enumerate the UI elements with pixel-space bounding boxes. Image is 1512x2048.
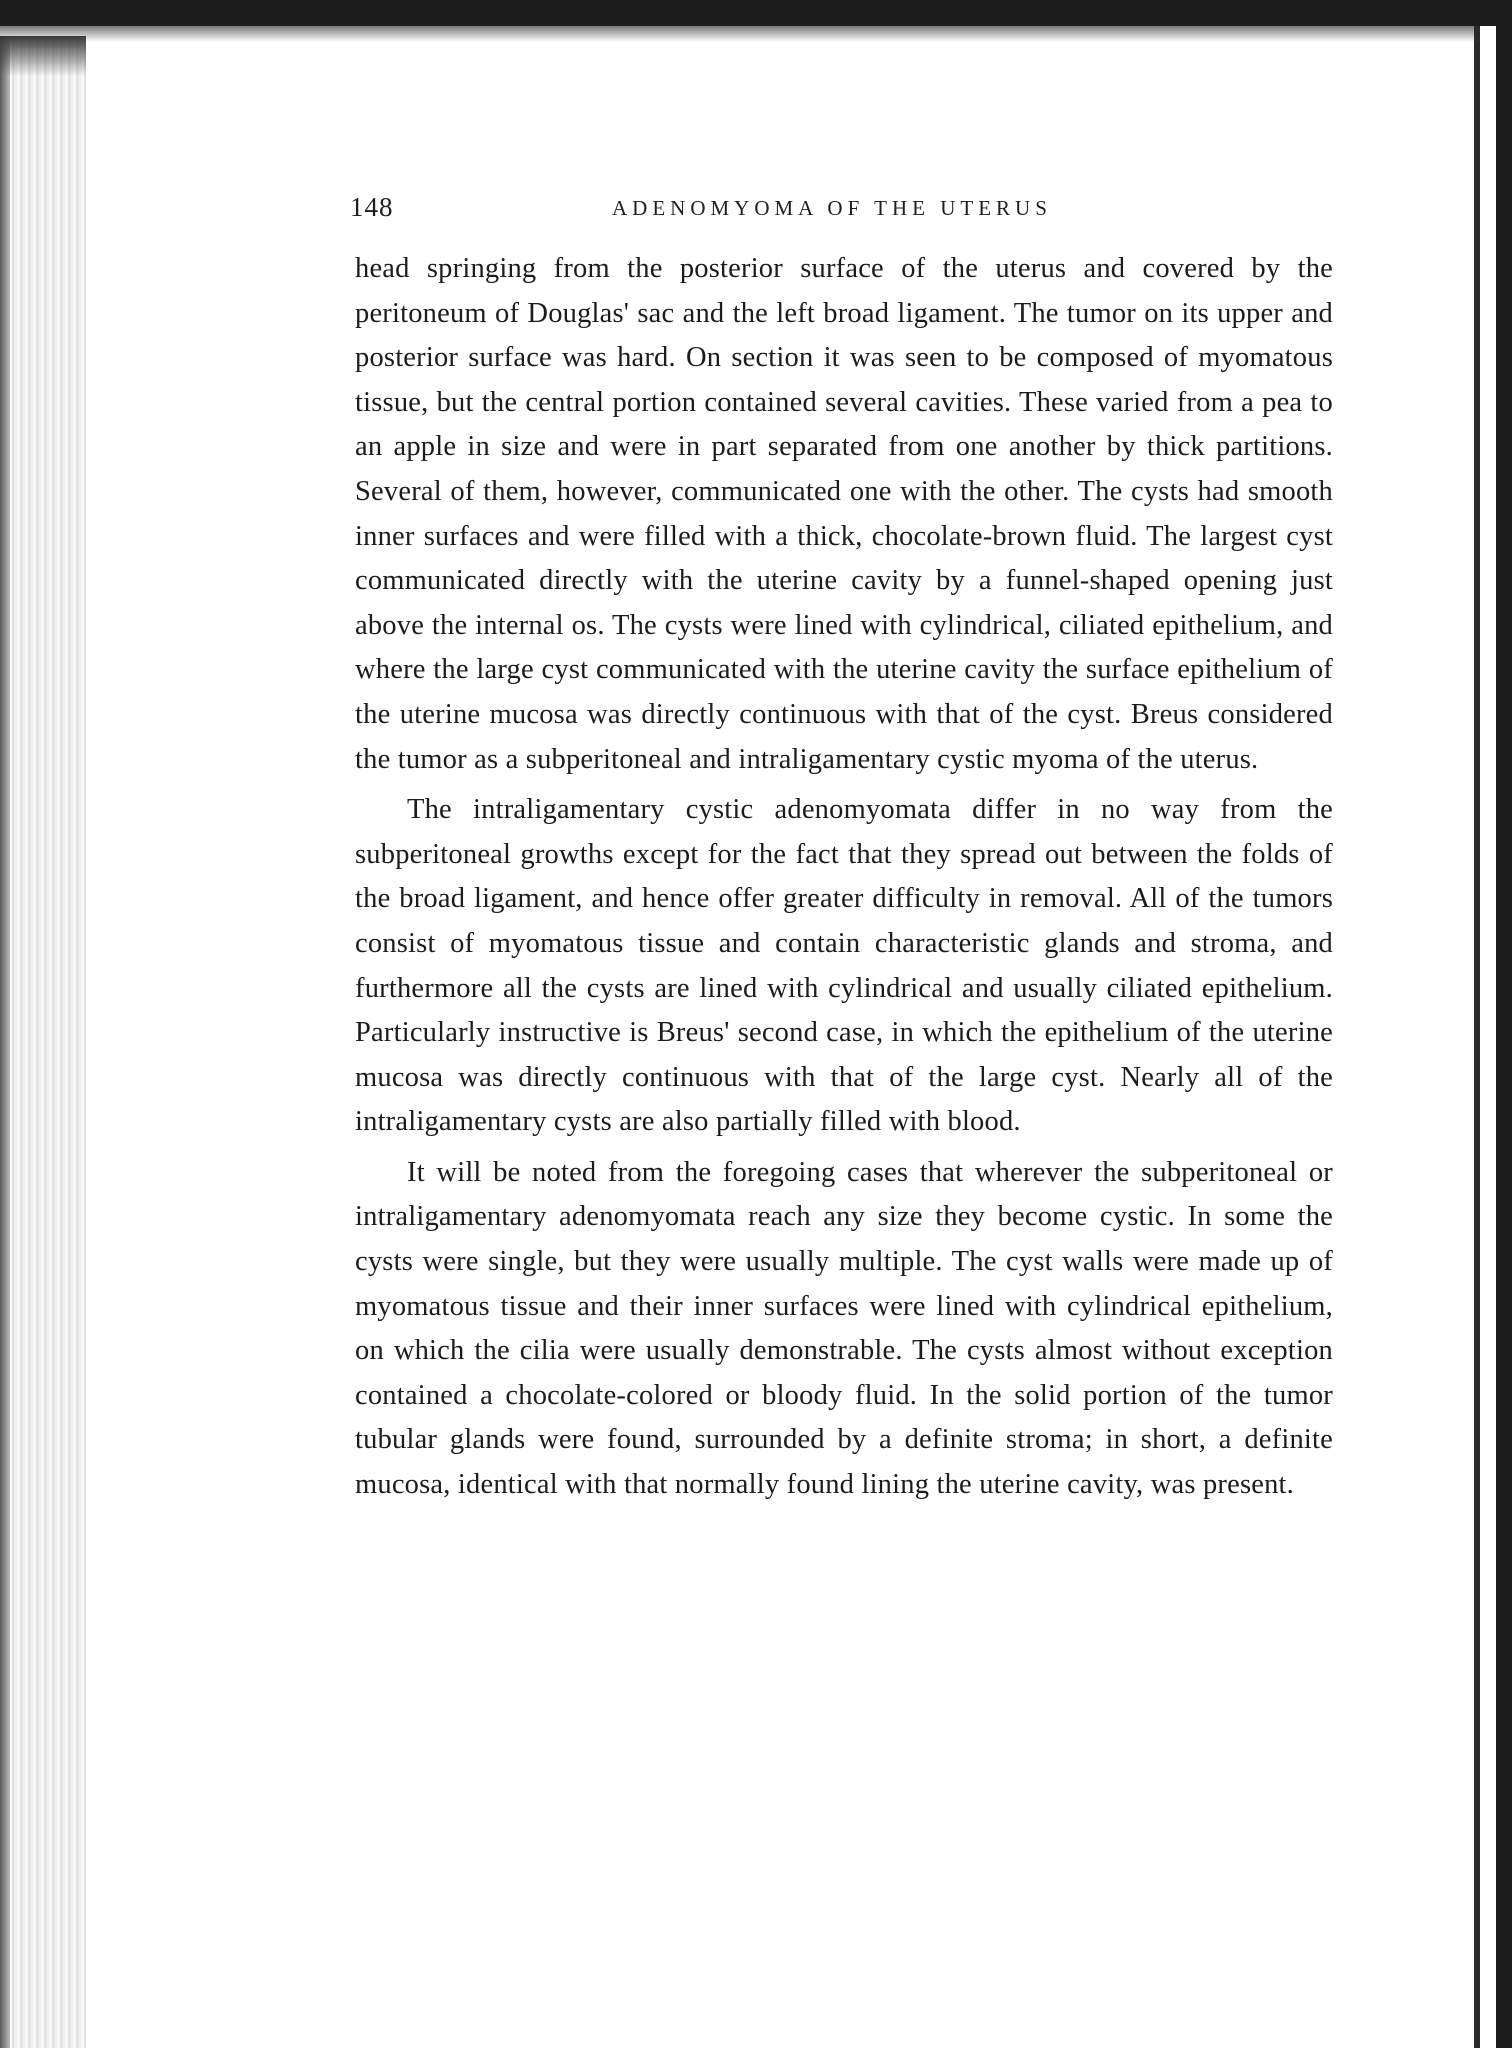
book-corner-shadow <box>0 36 86 76</box>
paragraph-continued: head springing from the posterior surface of the uterus and covered by the peritoneum of Douglas' sac and the left broad ligament. The tumor on its upper and posterior surface was hard. On section it was seen to be composed of myomatous tissue, but the central portion contained several cavities. These varied from a pea to an apple in size and were in part separated from one another by thick partitions. Several of them, however, communicated one with the other. The cysts had smooth inner surfaces and were filled with a thick, chocolate-brown fluid. The largest cyst communicated directly with the uterine cavity by a funnel-shaped opening just above the internal os. The cysts were lined with cylindrical, ciliated epithelium, and where the large cyst communicated with the uterine cavity the surface epithelium of the uterine mucosa was directly continuous with that of the cyst. Breus considered the tumor as a subperitoneal and intraligamentary cystic myoma of the uterus. <box>355 253 1333 775</box>
scanner-top-border <box>0 0 1512 26</box>
scanner-top-shadow <box>0 26 1512 42</box>
running-head: ADENOMYOMA OF THE UTERUS <box>612 196 1052 220</box>
page-number: 148 <box>350 192 394 222</box>
paragraph-summary: It will be noted from the foregoing cases that wherever the subperitoneal or intraligamentary adenomyomata reach any size they become cystic. In some the cysts were single, but they were usually multiple. The cyst walls were made up of myomatous tissue and their inner surfaces were lined with cylindrical epithelium, on which the cilia were usually demonstrable. The cysts almost without exception contained a chocolate-colored or bloody fluid. In the solid portion of the tumor tubular glands were found, surrounded by a definite stroma; in short, a definite mucosa, identical with that normally found lining the uterine cavity, was present. <box>355 1156 1333 1501</box>
paragraph-intraligamentary: The intraligamentary cystic adenomyomata differ in no way from the subperitoneal growths except for the fact that they spread out between the folds of the broad ligament, and hence offer greater difficulty in removal. All of the tumors consist of myomatous tissue and contain characteristic glands and stroma, and furthermore all the cysts are lined with cylindrical and usually ciliated epithelium. Particularly instructive is Breus' second case, in which the epithelium of the uterine mucosa was directly continuous with that of the large cyst. Nearly all of the intraligamentary cysts are also partially filled with blood. <box>355 794 1333 1138</box>
body-text <box>355 247 1333 1508</box>
book-page-edges <box>0 36 86 2048</box>
book-spine-shadow <box>0 36 10 2048</box>
page-header <box>350 192 1350 232</box>
scanner-right-border <box>1496 26 1512 2048</box>
